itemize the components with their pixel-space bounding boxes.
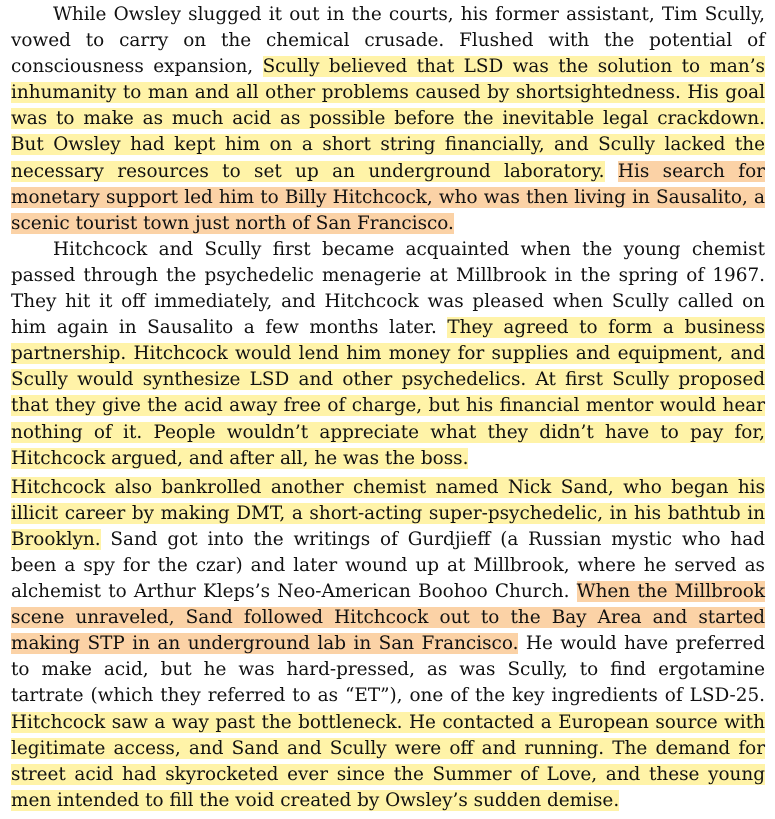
text-segment: While Owsley slugged it out in the courts, his former assistant, Tim Scully, vowed to carry on the chemical crusade. Flushed with the potential of consciousness expansion, [11, 4, 765, 78]
highlighted-text-yellow: Scully believed that LSD was the solution to man’s inhumanity to man and all other problems caused by shortsightedness. His goal was to make as much acid as possible before the inevitable legal crackdown. But Owsley had kept him on a short string financially, and Scully lacked the necessary resources to set up an underground laboratory. [11, 56, 765, 182]
paragraph-2 [11, 237, 765, 472]
text-segment: He would have preferred to make acid, but he was hard-pressed, as was Scully, to find ergotamine tartrate (which they referred to as “ET”), one of the key ingredients of LSD-25. [11, 633, 766, 707]
text-segment: Sand got into the writings of Gurdjieff (a Russian mystic who had been a spy for the czar) and later wound up at Millbrook, where he served as alchemist to Arthur Kleps’s Neo-American Boohoo Church. [11, 528, 765, 603]
paragraph-3 [11, 475, 765, 814]
highlighted-text-orange: His search for monetary support led him to Billy Hitchcock, who was then living in Sausalito, a scenic tourist town just north of San Francisco. [11, 160, 765, 234]
text-segment [605, 161, 618, 182]
paragraph-1 [11, 2, 765, 237]
text-segment: Hitchcock and Scully first became acquainted when the young chemist passed through the psychedelic menagerie at Millbrook in the spring of 1967. They hit it off immediately, and Hitchcock was pleased when Scully called on him again in Sausalito a few months later. [11, 238, 765, 339]
highlighted-text-yellow: They agreed to form a business partnership. Hitchcock would lend him money for supplies and equipment, and Scully would synthesize LSD and other psychedelics. At first Scully proposed that they give the acid away free of charge, but his financial mentor would hear nothing of it. People wouldn’t appreciate what they didn’t have to pay for, Hitchcock argued, and after all, he was the boss. [11, 317, 765, 469]
highlighted-text-orange: When the Millbrook scene unraveled, Sand followed Hitchcock out to the Bay Area and started making STP in an underground lab in San Francisco. [11, 581, 765, 655]
highlighted-text-yellow: Hitchcock also bankrolled another chemist named Nick Sand, who began his illicit career by making DMT, a short-acting super-psychedelic, in his bathtub in Brooklyn. [11, 476, 765, 550]
highlighted-text-yellow: Hitchcock saw a way past the bottleneck. He contacted a European source with legitimate access, and Sand and Scully were off and running. The demand for street acid had skyrocketed ever since the Summer of Love, and these young men intended to fill the void created by Owsley’s sudden demise. [11, 711, 765, 811]
